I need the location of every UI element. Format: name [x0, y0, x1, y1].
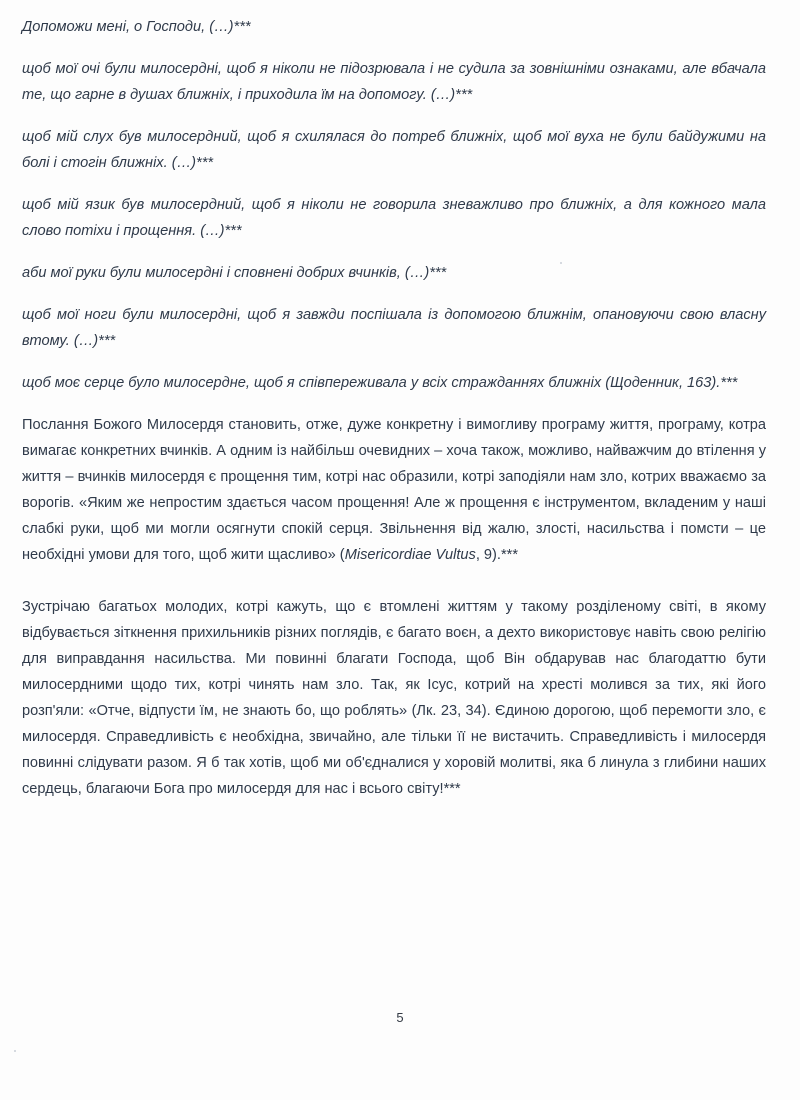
- paragraph-forgiveness: [22, 412, 766, 568]
- paragraph-forgiveness-end: , 9).***: [475, 547, 519, 563]
- citation-title: Misericordiae Vultus: [344, 547, 476, 563]
- scan-speck: [14, 1050, 16, 1052]
- prayer-line-heart: щоб моє серце було милосердне, щоб я співпереживала у всіх стражданнях ближніх (Щоденник, 163).***: [22, 375, 738, 391]
- paragraph-forgiveness-text: Послання Божого Милосердя становить, отже, дуже конкретну і вимогливу програму життя, програму, котра вимагає конкретних вчинків. А одним із найбільш очевидних – хоча також, можливо, найважчим до втілення у життя – вчинків милосердя є прощення тим, котрі нас образили, котрі заподіяли нам зло, котрих вважаємо за ворогів. «Яким же непростим здається часом прощення! Але ж прощення є інструментом, вкладеним у наші слабкі руки, щоб ми могли осягнути спокій серця. Звільнення від жалю, злості, насильства і помсти – це необхідні умови для того, щоб жити щасливо» (: [22, 417, 766, 563]
- prayer-line-intro: Допоможи мені, о Господи, (…)***: [22, 19, 251, 35]
- prayer-line-tongue: щоб мій язик був милосердний, щоб я ніколи не говорила зневажливо про ближніх, а для кожного мала слово потіхи і прощення. (…)***: [22, 197, 766, 239]
- scan-speck: [560, 262, 562, 264]
- page-number: 5: [396, 1010, 404, 1025]
- prayer-line-hearing: щоб мій слух був милосердний, щоб я схилялася до потреб ближніх, щоб мої вуха не були байдужими на болі і стогін ближніх. (…)***: [22, 129, 766, 171]
- prayer-line-eyes: щоб мої очі були милосердні, щоб я ніколи не підозрювала і не судила за зовнішніми ознаками, але вбачала те, що гарне в душах ближніх, і приходила їм на допомогу. (…)***: [22, 61, 766, 103]
- document-body: [22, 14, 766, 802]
- prayer-line-hands: аби мої руки були милосердні і сповнені добрих вчинків, (…)***: [22, 265, 447, 281]
- paragraph-mercy: Зустрічаю багатьох молодих, котрі кажуть, що є втомлені життям у такому розділеному світі, в якому відбувається зіткнення прихильників різних поглядів, є багато воєн, а дехто використовує навіть свою релігію для виправдання насильства. Ми повинні благати Господа, щоб Він обдарував нас благодаттю бути милосердними щодо тих, котрі чинять нам зло. Так, як Ісус, котрий на хресті молився за тих, які його розп'яли: «Отче, відпусти їм, не знають бо, що роблять» (Лк. 23, 34). Єдиною дорогою, щоб перемогти зло, є милосердя. Справедливість є необхідна, звичайно, але тільки її не вистачить. Справедливість і милосердя повинні слідувати разом. Я б так хотів, щоб ми об'єдналися у хоровій молитві, яка б линула з глибини наших сердець, благаючи Бога про милосердя для нас і всього світу!***: [22, 599, 766, 797]
- prayer-line-feet: щоб мої ноги були милосердні, щоб я завжди поспішала із допомогою ближнім, опановуючи свою власну втому. (…)***: [22, 307, 766, 349]
